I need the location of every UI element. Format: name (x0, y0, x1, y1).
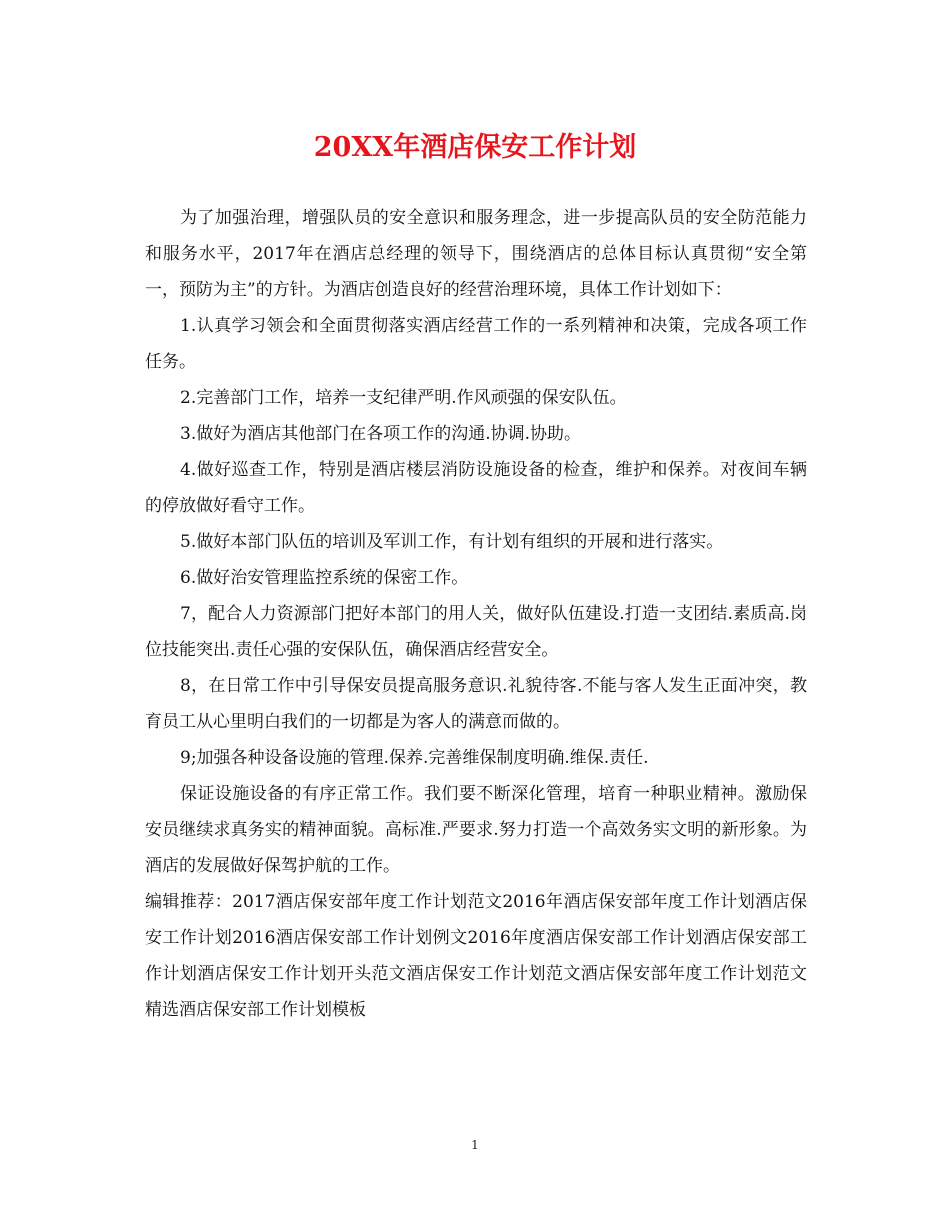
closing-paragraph: 保证设施设备的有序正常工作。我们要不断深化管理，培育一种职业精神。激励保安员继续求真务实的精神面貌。高标准.严要求.努力打造一个高效务实文明的新形象。为酒店的发展做好保驾护航的工作。 (145, 784, 807, 876)
document-body (145, 200, 807, 1028)
document-title: 20XX年酒店保安工作计划 (313, 132, 637, 163)
plan-item-6: 6.做好治安管理监控系统的保密工作。 (180, 568, 469, 588)
intro-paragraph: 为了加强治理，增强队员的安全意识和服务理念，进一步提高队员的安全防范能力和服务水平，2017年在酒店总经理的领导下，围绕酒店的总体目标认真贯彻“安全第一，预防为主”的方针。为酒店创造良好的经营治理环境，具体工作计划如下： (145, 208, 807, 300)
page-number: 1 (471, 1138, 479, 1152)
plan-item-5: 5.做好本部门队伍的培训及军训工作，有计划有组织的开展和进行落实。 (180, 532, 724, 552)
plan-item-1: 1.认真学习领会和全面贯彻落实酒店经营工作的一系列精神和决策，完成各项工作任务。 (145, 316, 807, 372)
plan-item-3: 3.做好为酒店其他部门在各项工作的沟通.协调.协助。 (180, 424, 582, 444)
plan-item-8: 8，在日常工作中引导保安员提高服务意识.礼貌待客.不能与客人发生正面冲突，教育员工从心里明白我们的一切都是为客人的满意而做的。 (145, 676, 807, 732)
plan-item-2: 2.完善部门工作，培养一支纪律严明.作风顽强的保安队伍。 (180, 388, 627, 408)
plan-item-4: 4.做好巡查工作，特别是酒店楼层消防设施设备的检查，维护和保养。对夜间车辆的停放做好看守工作。 (145, 460, 807, 516)
editor-recommendation: 编辑推荐：2017酒店保安部年度工作计划范文2016年酒店保安部年度工作计划酒店保安工作计划2016酒店保安部工作计划例文2016年度酒店保安部工作计划酒店保安部工作计划酒店保安工作计划开头范文酒店保安工作计划范文酒店保安部年度工作计划范文精选酒店保安部工作计划模板 (145, 892, 807, 1020)
plan-item-7: 7，配合人力资源部门把好本部门的用人关，做好队伍建设.打造一支团结.素质高.岗位技能突出.责任心强的安保队伍，确保酒店经营安全。 (145, 604, 807, 660)
plan-item-9: 9;加强各种设备设施的管理.保养.完善维保制度明确.维保.责任. (180, 748, 649, 768)
